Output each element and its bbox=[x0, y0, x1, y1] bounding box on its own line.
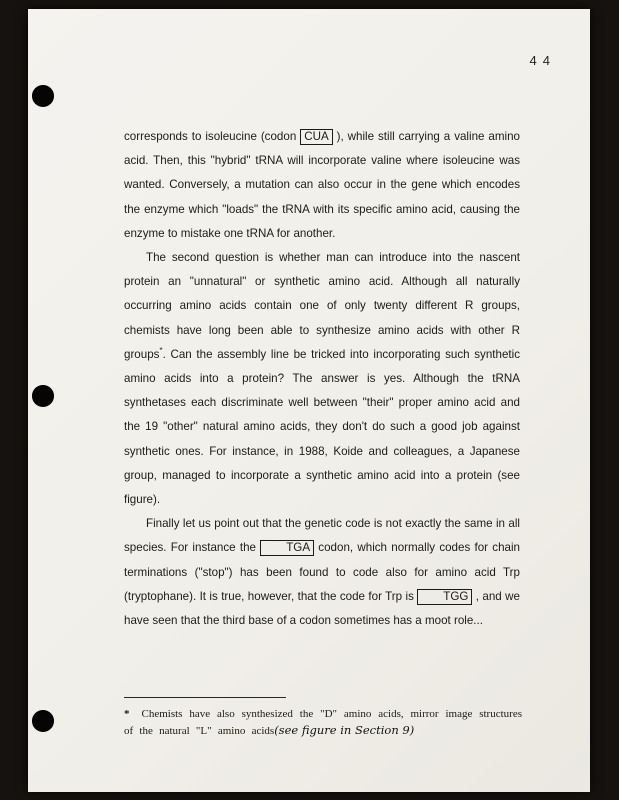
text-run: ), while still carrying a valine amino acid. Then, this "hybrid" tRNA will incorporate valine where isoleucine was wanted. Conversely, a mutation can also occur in the gene which encodes the enzyme which "loads" the tRNA with its specific amino acid, causing the enzyme to mistake one tRNA for another. bbox=[124, 130, 520, 240]
footnote-marker: * bbox=[124, 708, 130, 720]
footnote-text bbox=[124, 707, 522, 739]
hole-punch-top bbox=[32, 85, 54, 107]
paragraph bbox=[124, 125, 520, 246]
footnote-marker-ref: * bbox=[159, 345, 163, 355]
paragraph bbox=[124, 246, 520, 512]
text-run: codon, which normally codes for chain terminations ("stop") has been found to code also for amino acid Trp (tryptophane). It is true, however, that the code for Trp is bbox=[124, 541, 520, 603]
text-run: The second question is whether man can introduce into the nascent protein an "unnatural" or synthetic amino acid. Although all naturally occurring amino acids contain one of only twenty different R groups, chemists have long been able to synthesize amino acids with other R groups bbox=[124, 251, 520, 361]
text-run: corresponds to isoleucine (codon bbox=[124, 130, 301, 143]
codon-box: CUA bbox=[300, 129, 332, 145]
text-run: , and we have seen that the third base of a codon sometimes has a moot role... bbox=[124, 589, 520, 628]
footnote bbox=[124, 697, 522, 739]
text-run: Chemists have also synthesized the "D" amino acids, mirror image structures of the natural "L" amino acids bbox=[124, 708, 522, 737]
page-body bbox=[124, 125, 520, 633]
paragraph bbox=[124, 512, 520, 633]
text-run: Finally let us point out that the genetic code is not exactly the same in all species. For instance the bbox=[124, 517, 520, 555]
handwritten-note: (see figure in Section 9) bbox=[274, 722, 415, 737]
hole-punch-bottom bbox=[32, 710, 54, 732]
document-page bbox=[28, 9, 590, 792]
codon-box: TGG bbox=[417, 589, 472, 605]
codon-box: TGA bbox=[260, 540, 314, 556]
text-run: . Can the assembly line be tricked into incorporating such synthetic amino acids into a protein? The answer is yes. Although the tRNA synthetases each discriminate well between "their" proper amino acid and the 19 "other" natural amino acids, they don't do such a good job against synthetic ones. For instance, in 1988, Koide and colleagues, a Japanese group, managed to incorporate a synthetic amino acid into a protein (see figure). bbox=[124, 347, 520, 507]
page-number: 44 bbox=[529, 53, 556, 68]
hole-punch-middle bbox=[32, 385, 54, 407]
footnote-rule bbox=[124, 697, 286, 698]
